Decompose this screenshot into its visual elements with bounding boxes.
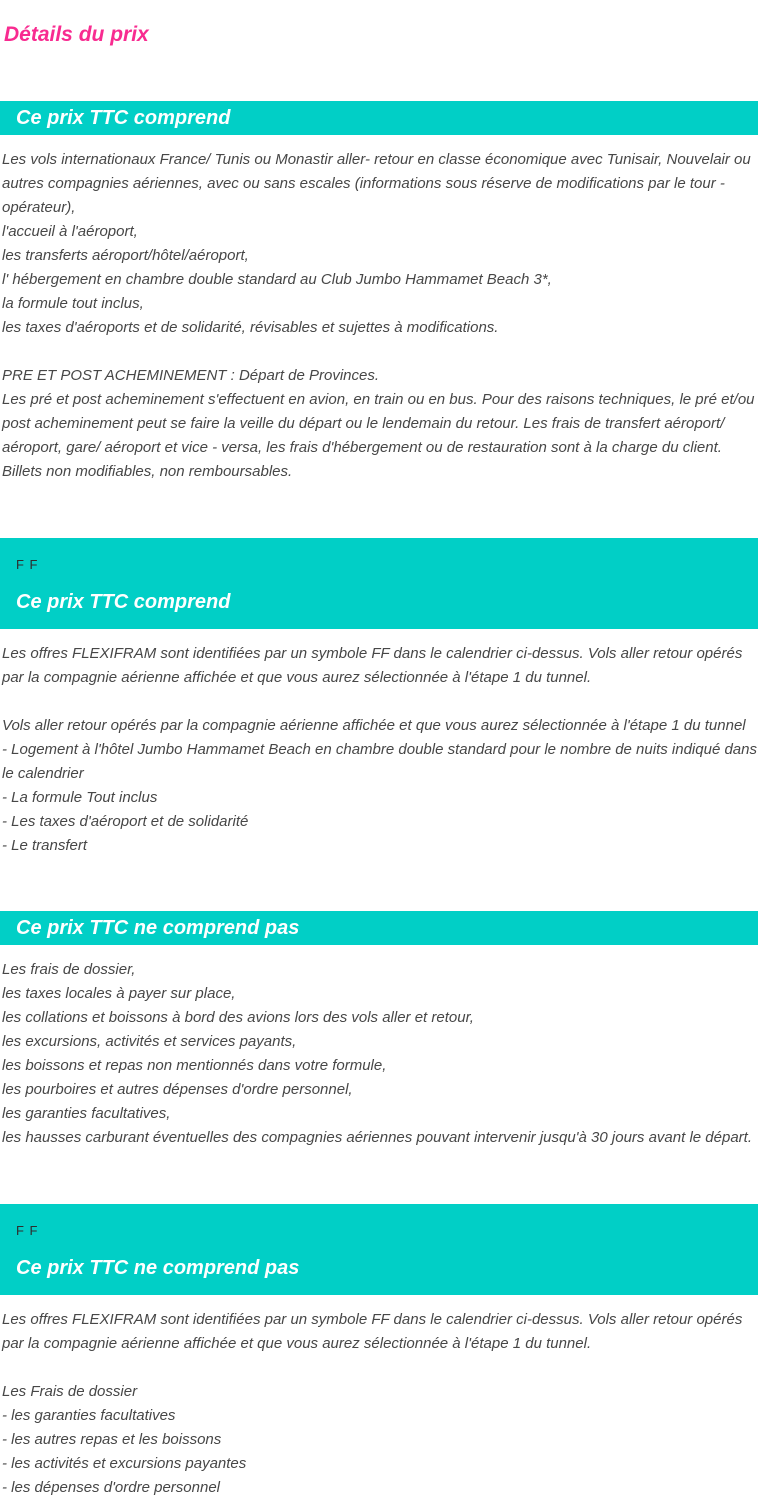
section-comprend-content (2, 148, 758, 484)
banner-comprend-heading: Ce prix TTC comprend (16, 107, 231, 129)
pre-post-title: PRE ET POST ACHEMINEMENT : Départ de Provinces. (2, 367, 380, 384)
section-ff-comprend-content (2, 642, 758, 858)
ff-comprend-line: - La formule Tout inclus (2, 789, 158, 806)
comprend-line: les taxes d'aéroports et de solidarité, révisables et sujettes à modifications. (2, 319, 499, 336)
ff-label: F F (16, 1223, 39, 1238)
section-ne-comprend-pas-content (2, 958, 758, 1150)
ne-comprend-pas-line: les hausses carburant éventuelles des compagnies aériennes pouvant intervenir jusqu'à 30 jours avant le départ. (2, 1129, 752, 1146)
comprend-line: l' hébergement en chambre double standard au Club Jumbo Hammamet Beach 3*, (2, 271, 552, 288)
page-title: Détails du prix (4, 23, 149, 46)
comprend-line: la formule tout inclus, (2, 295, 144, 312)
ff-comprend-line: - Logement à l'hôtel Jumbo Hammamet Beach en chambre double standard pour le nombre de nuits indiqué dans le calendrier (2, 741, 757, 782)
section-ff-ne-comprend-pas-content (2, 1308, 758, 1500)
ff-ne-comprend-pas-line: - les garanties facultatives (2, 1407, 176, 1424)
pre-post-body: Les pré et post acheminement s'effectuent en avion, en train ou en bus. Pour des raisons techniques, le pré et/ou post acheminement peut se faire la veille du départ ou le lendemain du retour. Les frais de transfert aéroport/ aéroport, gare/ aéroport et vice - versa, les frais d'hébergement ou de restauration sont à la charge du client. Billets non modifiables, non remboursables. (2, 391, 755, 480)
ne-comprend-pas-line: les garanties facultatives, (2, 1105, 171, 1122)
ff-label: F F (16, 557, 39, 572)
ne-comprend-pas-line: Les frais de dossier, (2, 961, 136, 978)
flexifram-paragraph: Les offres FLEXIFRAM sont identifiées par un symbole FF dans le calendrier ci-dessus. Vols aller retour opérés par la compagnie aérienne affichée et que vous aurez sélectionnée à l'étape 1 du tunnel. (2, 645, 743, 686)
banner-ff-ne-comprend-pas-heading: Ce prix TTC ne comprend pas (16, 1257, 300, 1279)
banner-ne-comprend-pas-heading: Ce prix TTC ne comprend pas (16, 917, 300, 939)
banner-ff-ne-comprend-pas (0, 1204, 758, 1295)
comprend-line: les transferts aéroport/hôtel/aéroport, (2, 247, 249, 264)
comprend-line: l'accueil à l'aéroport, (2, 223, 138, 240)
banner-ff-comprend-heading: Ce prix TTC comprend (16, 591, 231, 613)
ne-comprend-pas-line: les boissons et repas non mentionnés dans votre formule, (2, 1057, 387, 1074)
ff-ne-comprend-pas-line: Les Frais de dossier (2, 1383, 138, 1400)
ff-ne-comprend-pas-line: - les autres repas et les boissons (2, 1431, 222, 1448)
ff-comprend-line: - Le transfert (2, 837, 88, 854)
comprend-intro-paragraph: Les vols internationaux France/ Tunis ou Monastir aller- retour en classe économique avec Tunisair, Nouvelair ou autres compagnies aériennes, avec ou sans escales (informations sous réserve de modifications par le tour - opérateur), (2, 151, 751, 216)
flexifram-paragraph: Les offres FLEXIFRAM sont identifiées par un symbole FF dans le calendrier ci-dessus. Vols aller retour opérés par la compagnie aérienne affichée et que vous aurez sélectionnée à l'étape 1 du tunnel. (2, 1311, 743, 1352)
ff-ne-comprend-pas-line: - les activités et excursions payantes (2, 1455, 247, 1472)
ne-comprend-pas-line: les pourboires et autres dépenses d'ordre personnel, (2, 1081, 353, 1098)
ne-comprend-pas-line: les taxes locales à payer sur place, (2, 985, 236, 1002)
banner-ne-comprend-pas (0, 911, 758, 945)
banner-ff-comprend (0, 538, 758, 629)
banner-comprend (0, 101, 758, 135)
ff-ne-comprend-pas-line: - les dépenses d'ordre personnel (2, 1479, 220, 1496)
ne-comprend-pas-line: les collations et boissons à bord des avions lors des vols aller et retour, (2, 1009, 474, 1026)
ne-comprend-pas-line: les excursions, activités et services payants, (2, 1033, 297, 1050)
ff-comprend-line: - Les taxes d'aéroport et de solidarité (2, 813, 249, 830)
ff-comprend-line: Vols aller retour opérés par la compagnie aérienne affichée et que vous aurez sélectionnée à l'étape 1 du tunnel (2, 717, 746, 734)
